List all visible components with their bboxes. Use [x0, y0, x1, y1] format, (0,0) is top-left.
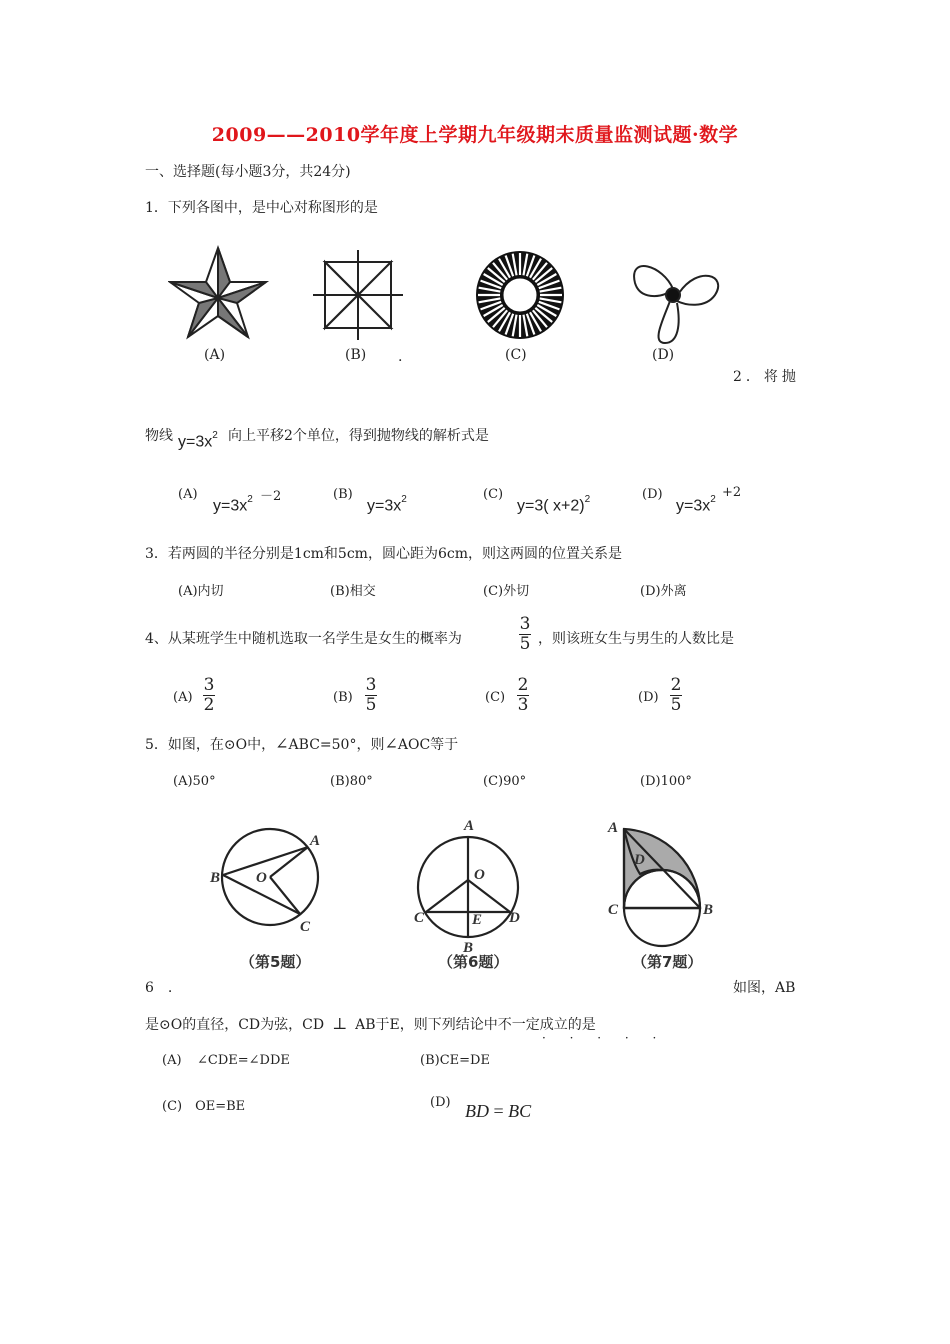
- q5-option-d: (D)100°: [640, 774, 692, 789]
- q2-option-d-tail: +2: [722, 485, 742, 500]
- q5-stem: 5．如图，在⊙O中，∠ABC=50°，则∠AOC等于: [145, 734, 459, 753]
- q4-stem-a: 4、从某班学生中随机选取一名学生是女生的概率为: [145, 631, 462, 647]
- q4-option-d: $\frac{2}{5}$: [670, 675, 682, 715]
- q2-option-a: $y=3x^2$: [213, 494, 253, 515]
- fan-blade-icon: [634, 266, 718, 343]
- fig7-point-b: B: [703, 902, 714, 918]
- q6-option-d: BD = BC: [465, 1101, 532, 1121]
- fig6-point-c: C: [414, 910, 425, 926]
- q2-option-c-label: (C): [483, 487, 504, 502]
- fig7-point-d: D: [634, 852, 645, 868]
- q4-option-b-label: (B): [333, 690, 353, 705]
- q6-emphasis-dots: · · · · ·: [542, 1031, 667, 1045]
- q2-stem-a: 物线: [145, 428, 173, 444]
- fig5-point-c: C: [300, 919, 311, 935]
- q6-option-d-label: (D): [430, 1095, 451, 1110]
- sun-ring-icon: [476, 251, 564, 339]
- q4-option-c-label: (C): [485, 690, 506, 705]
- fig6-point-b: B: [463, 940, 474, 956]
- section-heading: 一、选择题(每小题3分，共24分): [145, 164, 351, 180]
- q1-label-a: (A): [204, 347, 226, 363]
- q2-option-a-label: (A): [178, 487, 198, 502]
- geometry-figures: [200, 812, 720, 981]
- q3-option-d: (D)外离: [640, 584, 687, 599]
- q4-option-b: $\frac{3}{5}$: [365, 675, 377, 715]
- fig7-caption: （第7题）: [632, 953, 703, 971]
- q2-formula: $y=3x^2$: [178, 430, 218, 451]
- q2-stem-start: 2．将抛: [733, 369, 800, 385]
- q1-label-d: (D): [652, 347, 675, 363]
- q4-option-a: $\frac{3}{2}$: [203, 675, 215, 715]
- q6-option-a: ∠CDE=∠DDE: [197, 1053, 290, 1068]
- figure-7: [624, 829, 700, 946]
- q5-option-b: (B)80°: [330, 774, 373, 789]
- q6-number: 6 .: [145, 980, 173, 996]
- q2-option-b: $y=3x^2$: [367, 494, 407, 515]
- q6-option-c: (C) OE=BE: [162, 1099, 246, 1114]
- q1-stem: 1．下列各图中，是中心对称图形的是: [145, 200, 378, 216]
- q6-option-b: (B)CE=DE: [420, 1053, 490, 1068]
- q4-fraction: $\frac{3}{5}$: [519, 614, 531, 654]
- q1-label-b: (B): [345, 347, 367, 363]
- q1-figures: [168, 240, 768, 384]
- q3-option-a: (A)内切: [178, 584, 224, 599]
- fig5-point-b: B: [210, 870, 221, 886]
- pinwheel-icon: [313, 250, 403, 340]
- q2-option-d-label: (D): [642, 487, 663, 502]
- q3-option-b: (B)相交: [330, 584, 376, 599]
- star-icon: [170, 248, 266, 337]
- q1-label-c: (C): [505, 347, 527, 363]
- q4-option-d-label: (D): [638, 690, 659, 705]
- q6-option-a-label: (A): [162, 1053, 182, 1068]
- fig5-point-a: A: [310, 833, 321, 849]
- q4-option-a-label: (A): [173, 690, 193, 705]
- figure-6: [418, 837, 518, 937]
- q6-stem: 是⊙O的直径，CD为弦，CD ⊥ AB于E，则下列结论中不一定成立的是: [145, 1014, 596, 1033]
- q5-option-c: (C)90°: [483, 774, 527, 789]
- fig7-point-a: A: [608, 820, 619, 836]
- q2-option-a-tail: －2: [260, 489, 282, 504]
- page-title: 2009——2010学年度上学期九年级期末质量监测试题·数学: [211, 124, 739, 146]
- fig6-point-o: O: [474, 867, 485, 883]
- q4-stem-b: ，则该班女生与男生的人数比是: [538, 631, 734, 647]
- fig6-caption: （第6题）: [438, 953, 509, 971]
- q1-dot: .: [398, 349, 403, 365]
- fig6-point-d: D: [509, 910, 520, 926]
- q4-option-c: $\frac{2}{3}$: [517, 675, 529, 715]
- q2-option-c: y=3( x+2)$^2$: [517, 494, 591, 515]
- figure-5: [222, 829, 321, 925]
- fig6-point-e: E: [472, 912, 483, 928]
- q2-option-b-label: (B): [333, 487, 353, 502]
- q6-stem-right: 如图，AB: [733, 980, 796, 996]
- q3-stem: 3．若两圆的半径分别是1cm和5cm，圆心距为6cm，则这两圆的位置关系是: [145, 546, 622, 562]
- fig7-point-c: C: [608, 902, 619, 918]
- q3-option-c: (C)外切: [483, 584, 530, 599]
- fig5-point-o: O: [256, 870, 267, 886]
- q2-stem-b: 向上平移2个单位，得到抛物线的解析式是: [228, 428, 489, 444]
- fig5-caption: （第5题）: [240, 953, 311, 971]
- q5-option-a: (A)50°: [173, 774, 216, 789]
- q2-option-d: $y=3x^2$: [676, 494, 716, 515]
- fig6-point-a: A: [464, 818, 475, 834]
